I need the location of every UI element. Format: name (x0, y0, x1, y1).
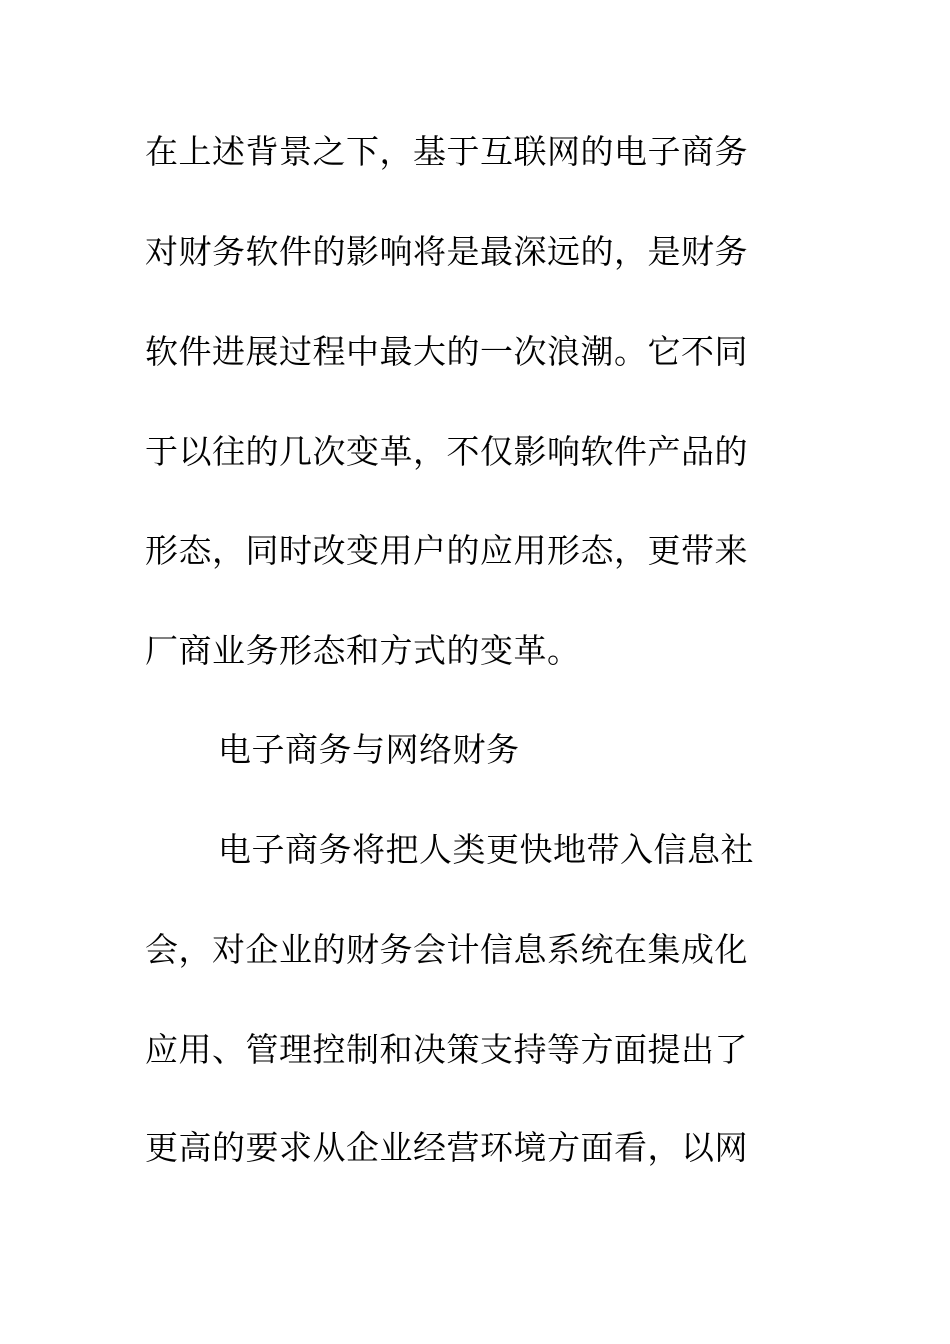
section-heading: 电子商务与网络财务 (218, 730, 520, 769)
paragraph-line: 厂商业务形态和方式的变革。 (145, 631, 581, 670)
paragraph-line: 对财务软件的影响将是最深远的，是财务 (145, 232, 748, 271)
paragraph-line: 应用、管理控制和决策支持等方面提出了 (145, 1030, 748, 1069)
paragraph-line: 形态，同时改变用户的应用形态，更带来 (145, 531, 748, 570)
paragraph-line: 软件进展过程中最大的一次浪潮。它不同 (145, 332, 748, 371)
paragraph-line: 于以往的几次变革，不仅影响软件产品的 (145, 432, 748, 471)
paragraph-line: 电子商务将把人类更快地带入信息社 (218, 830, 754, 869)
paragraph-line: 更高的要求从企业经营环境方面看，以网 (145, 1128, 748, 1167)
paragraph-line: 会，对企业的财务会计信息系统在集成化 (145, 930, 748, 969)
paragraph-line: 在上述背景之下，基于互联网的电子商务 (145, 132, 748, 171)
